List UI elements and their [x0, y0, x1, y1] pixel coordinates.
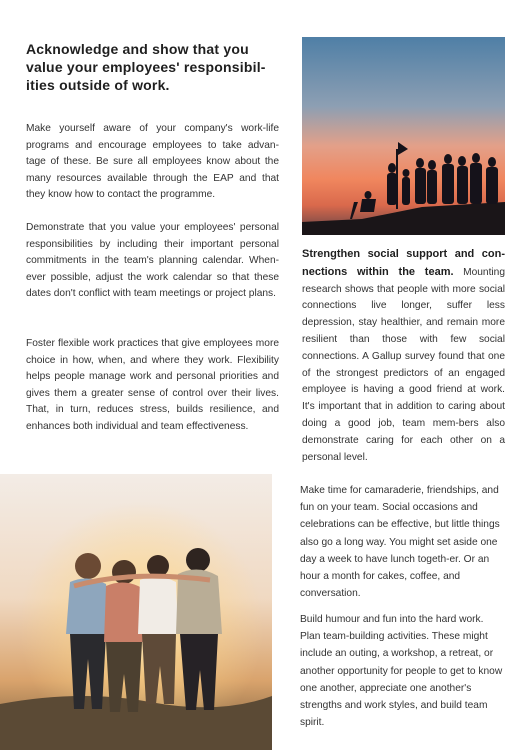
- sunset-silhouettes-photo: [302, 37, 505, 235]
- paragraph-camaraderie: Make time for camaraderie, friendships, and fun on your team. Social occasions and celebrations can be effective, but little things also go a long way. You might set aside one day a week to have lunch togeth-er. Or an hour a month for cakes, coffee, and conversation.: [300, 485, 500, 600]
- paragraph-humour-and-fun: Build humour and fun into the hard work. Plan team-building activities. These might include an outing, a workshop, a retreat, or another opportunity for people to get to know one another, appreciate one another's strengths and work styles, and build team spirit.: [300, 614, 503, 729]
- friends-embracing-photo: [0, 474, 272, 750]
- paragraph-flexible-work: Foster flexible work practices that give employees more choice in how, when, and where they work. Flexibility helps people manage work and personal priorities and gives them a greater sense of control over their lives. That, in turn, reduces stress, builds resilience, and enhances both individual and team effectiveness.: [26, 338, 279, 432]
- section-heading: Acknowledge and show that you value your employees' responsibil-ities outside of work.: [26, 41, 266, 93]
- paragraph-work-life-programs: Make yourself aware of your company's work-life programs and encourage employees to take advan-tage of these. Be sure all employees know about the many resources available through the EAP and that they know how to contact the programme.: [26, 123, 279, 201]
- paragraph-lead-social-support: Strengthen social support and con-nections within the team.: [302, 248, 505, 278]
- paragraph-planning-calendar: Demonstrate that you value your employees' personal responsibilities by including their important personal commitments in the team's planning calendar. When-ever possible, adjust the work calendar so that these dates don't conflict with team meetings or project plans.: [26, 222, 279, 300]
- paragraph-social-support: [302, 246, 505, 466]
- paragraph-body-social-support: Mounting research shows that people with more social connections live longer, suffer less depression, stay healthier, and remain more resilient than those with few social connections. A Gallup survey found that one of the strongest predictors of an engaged employee is having a good friend at work. It's important that in addition to caring about doing a good job, team mem-bers also demonstrate caring for each other on a personal level.: [302, 266, 505, 463]
